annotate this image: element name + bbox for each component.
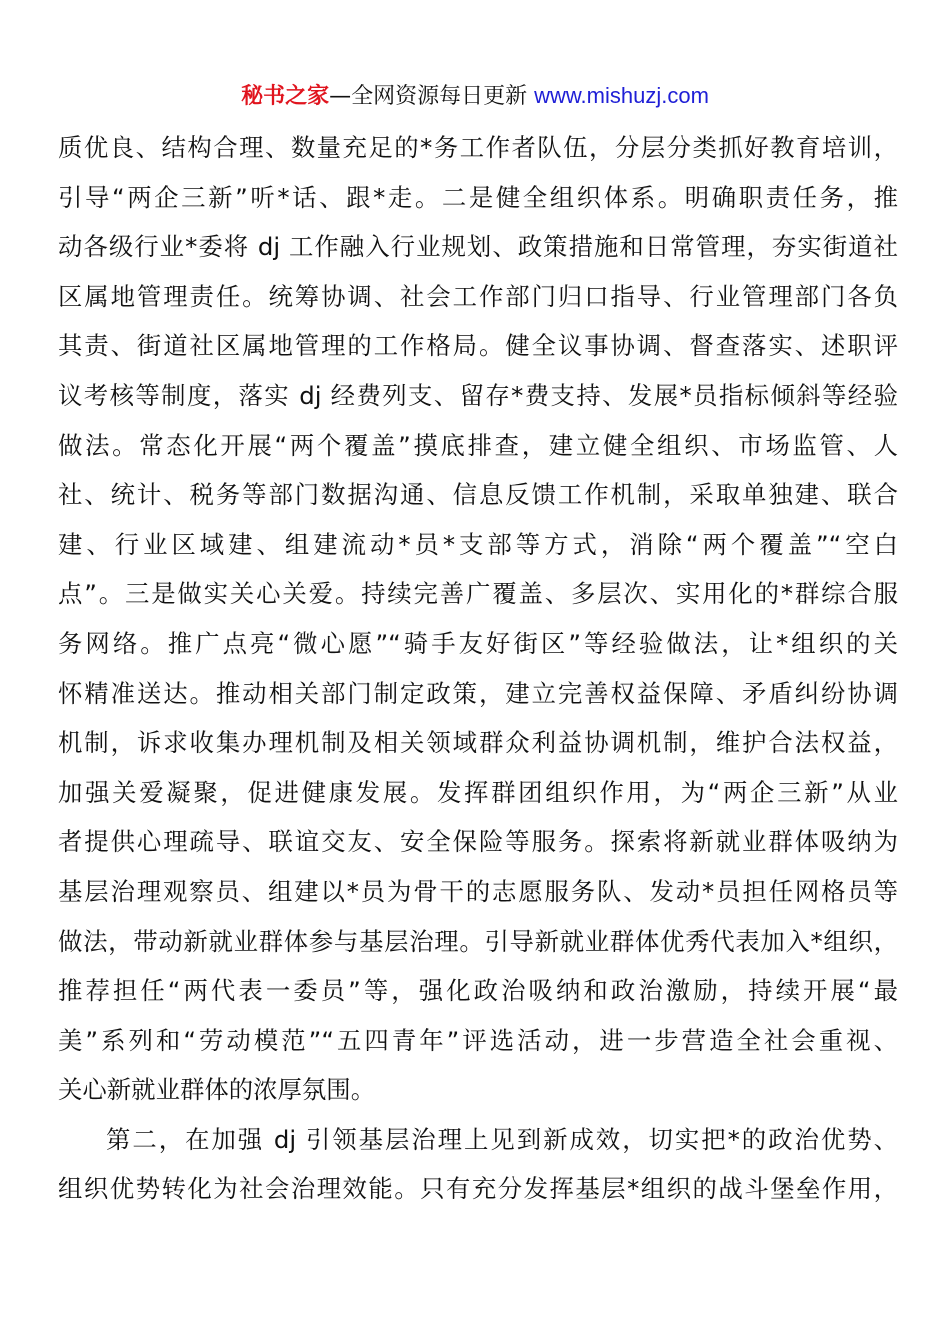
text-line: 组织优势转化为社会治理效能。只有充分发挥基层*组织的战斗堡垒作用， xyxy=(58,1174,898,1204)
text-line: 推荐担任“两代表一委员”等，强化政治吸纳和政治激励，持续开展“最 xyxy=(58,976,898,1006)
paragraph-last-line: 关心新就业群体的浓厚氛围。 xyxy=(58,1075,376,1105)
text-line: 做法，带动新就业群体参与基层治理。引导新就业群体优秀代表加入*组织， xyxy=(58,926,898,956)
text-line: 加强关爱凝聚，促进健康发展。发挥群团组织作用，为“两企三新”从业 xyxy=(58,777,898,807)
text-line: 者提供心理疏导、联谊交友、安全保险等服务。探索将新就业群体吸纳为 xyxy=(58,827,898,857)
text-line: 引导“两企三新”听*话、跟*走。二是健全组织体系。明确职责任务，推 xyxy=(58,182,898,212)
text-line: 建、行业区域建、组建流动*员*支部等方式，消除“两个覆盖”“空白 xyxy=(58,529,898,559)
text-line: 做法。常态化开展“两个覆盖”摸底排查，建立健全组织、市场监管、人 xyxy=(58,430,898,460)
text-line: 区属地管理责任。统筹协调、社会工作部门归口指导、行业管理部门各负 xyxy=(58,281,898,311)
page-header xyxy=(0,80,950,113)
text-line: 点”。三是做实关心关爱。持续完善广覆盖、多层次、实用化的*群综合服 xyxy=(58,579,898,609)
header-site-url[interactable]: www.mishuzj.com xyxy=(534,83,709,108)
text-line: 怀精准送达。推动相关部门制定政策，建立完善权益保障、矛盾纠纷协调 xyxy=(58,678,898,708)
text-line: 社、统计、税务等部门数据沟通、信息反馈工作机制，采取单独建、联合 xyxy=(58,480,898,510)
text-line: 其责、街道社区属地管理的工作格局。健全议事协调、督查落实、述职评 xyxy=(58,331,898,361)
header-tagline: —全网资源每日更新 xyxy=(329,84,535,109)
text-line: 动各级行业*委将 dj 工作融入行业规划、政策措施和日常管理，夯实街道社 xyxy=(58,232,898,262)
header-brand: 秘书之家 xyxy=(241,84,330,109)
text-line: 质优良、结构合理、数量充足的*务工作者队伍，分层分类抓好教育培训， xyxy=(58,133,898,162)
document-body xyxy=(58,123,898,1214)
text-line: 务网络。推广点亮“微心愿”“骑手友好街区”等经验做法，让*组织的关 xyxy=(58,628,898,658)
text-line: 美”系列和“劳动模范”“五四青年”评选活动，进一步营造全社会重视、 xyxy=(58,1025,898,1055)
text-line: 机制，诉求收集办理机制及相关领域群众利益协调机制，维护合法权益， xyxy=(58,728,898,758)
text-line: 议考核等制度，落实 dj 经费列支、留存*费支持、发展*员指标倾斜等经验 xyxy=(58,380,898,410)
paragraph-first-line: 第二，在加强 dj 引领基层治理上见到新成效，切实把*的政治优势、 xyxy=(106,1124,898,1154)
text-line: 基层治理观察员、组建以*员为骨干的志愿服务队、发动*员担任网格员等 xyxy=(58,876,898,906)
